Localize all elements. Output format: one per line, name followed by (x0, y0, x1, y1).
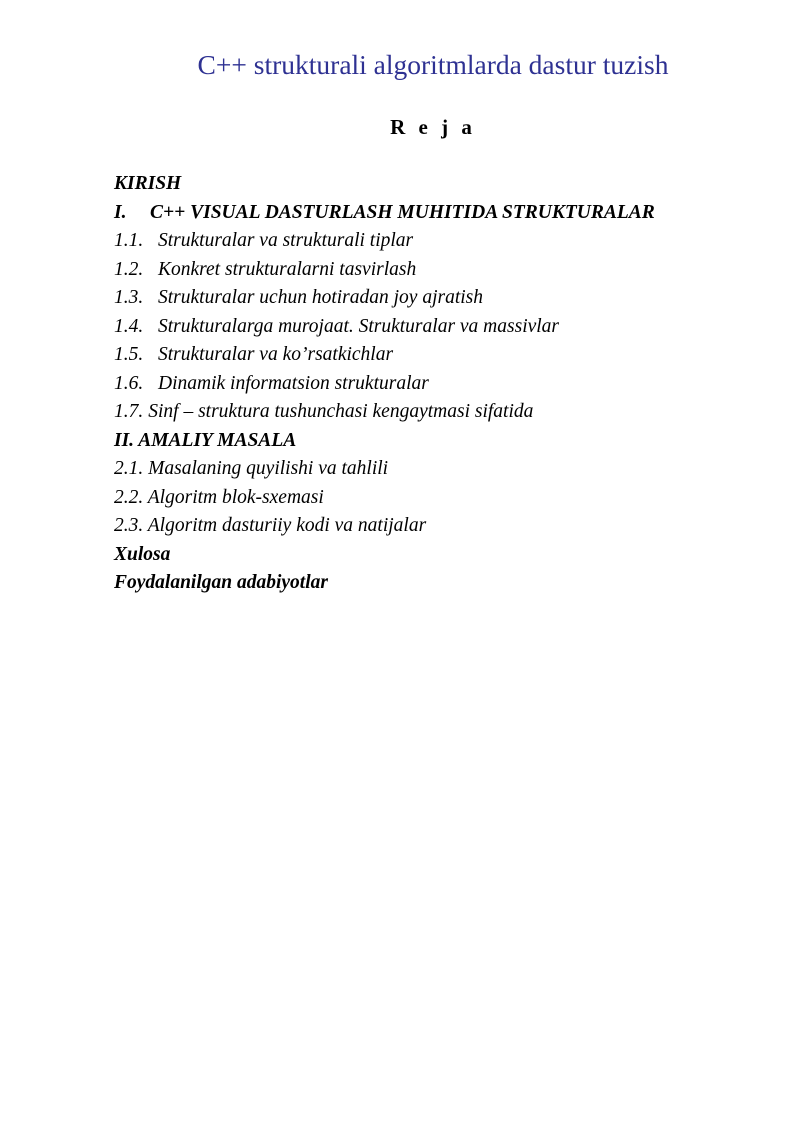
toc-intro: KIRISH (114, 173, 182, 194)
toc-item-number: 1.5. (114, 344, 144, 365)
toc-section-1-number: I. (114, 201, 127, 223)
plan-heading: R e j a (390, 115, 476, 139)
toc-item-1-2 (114, 256, 774, 285)
toc-item-title: Strukturalar uchun hotiradan joy ajratish (158, 287, 484, 308)
toc-item-title: Konkret strukturalarni tasvirlash (158, 258, 417, 280)
toc-conclusion: Xulosa (114, 543, 171, 565)
toc-item-number: 1.3. (114, 287, 144, 308)
toc-item-number: 1.6. (114, 372, 144, 394)
toc-item-2-2: 2.2. Algoritm blok-sxemasi (114, 486, 324, 508)
toc-item-number: 1.1. (114, 230, 144, 251)
toc-item-title: Sinf – struktura tushunchasi kengaytmasi sifatida (148, 401, 534, 422)
toc-item-2-1: 2.1. Masalaning quyilishi va tahlili (114, 458, 389, 479)
document-title: C++ strukturali algoritmlarda dastur tuzish (197, 49, 669, 80)
toc-item-1-1 (114, 227, 774, 256)
toc-item-1-4 (114, 313, 774, 342)
toc-item-1-5 (114, 341, 774, 370)
table-of-contents (114, 170, 774, 598)
toc-item-2-3: 2.3. Algoritm dasturiiy kodi va natijalar (114, 515, 427, 536)
toc-section-1 (114, 199, 774, 228)
toc-item-title: Strukturalar va strukturali tiplar (158, 230, 414, 251)
toc-section-2: II. AMALIY MASALA (114, 429, 297, 451)
toc-item-number: 1.4. (114, 315, 144, 337)
toc-item-number: 1.2. (114, 258, 144, 280)
toc-section-1-title: C++ VISUAL DASTURLASH MUHITIDA STRUKTURALAR (150, 201, 655, 223)
toc-item-title: Strukturalarga murojaat. Strukturalar va massivlar (158, 315, 560, 337)
toc-item-1-6 (114, 370, 774, 399)
toc-item-1-7 (114, 398, 774, 427)
toc-references: Foydalanilgan adabiyotlar (114, 572, 328, 593)
toc-item-title: Dinamik informatsion strukturalar (158, 372, 429, 394)
toc-item-number: 1.7. (114, 401, 144, 422)
toc-item-1-3 (114, 284, 774, 313)
toc-item-title: Strukturalar va ko’rsatkichlar (158, 344, 394, 365)
